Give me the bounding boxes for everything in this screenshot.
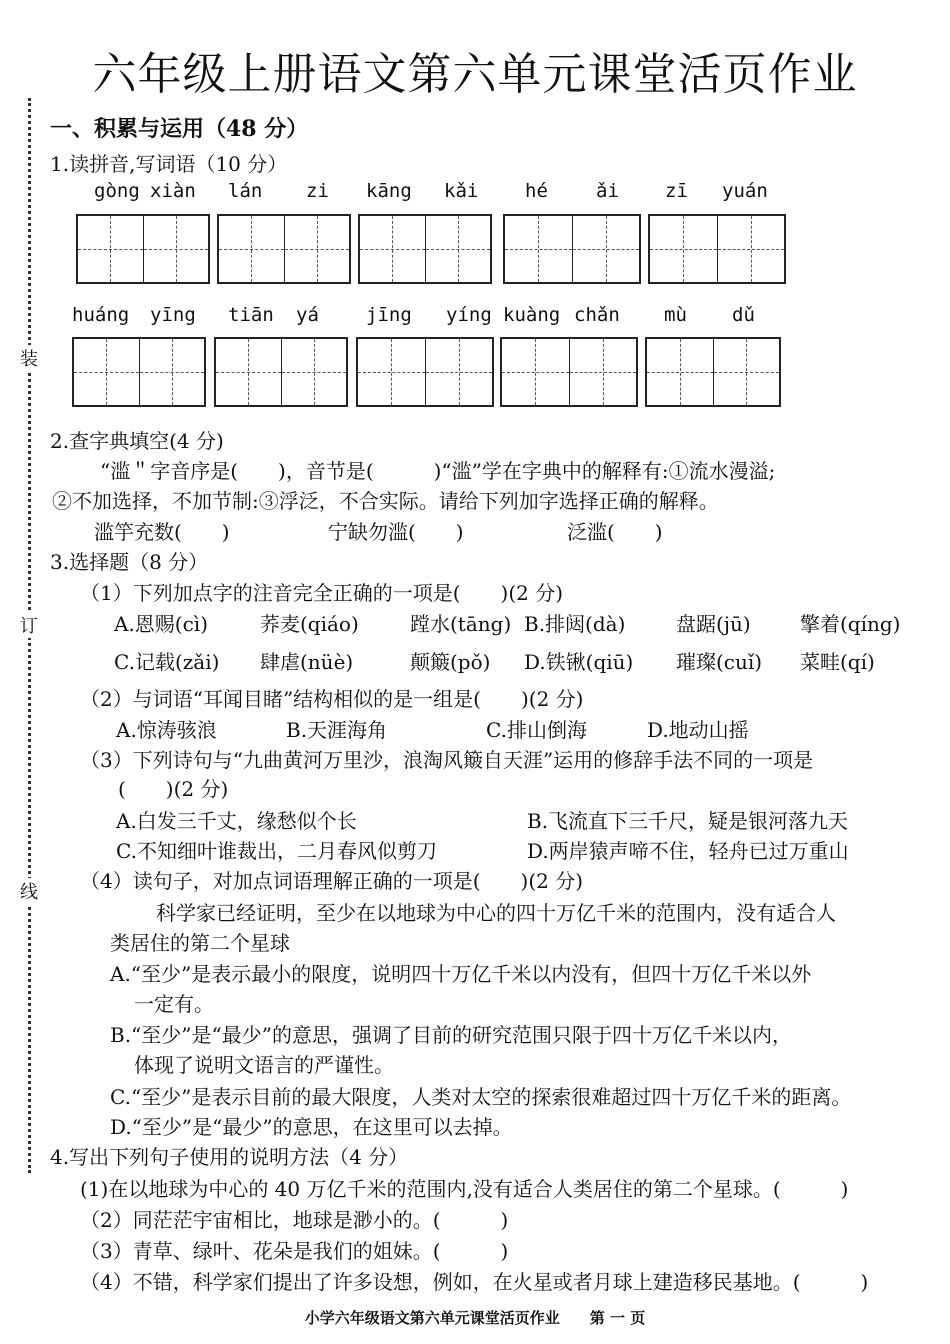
q3-option: 擎着(qíng) bbox=[800, 612, 901, 636]
q3-option: 菜畦(qí) bbox=[800, 650, 875, 674]
q4-item: （3）青草、绿叶、花朵是我们的姐妹。( ) bbox=[80, 1239, 509, 1263]
q4-item: （2）同茫茫宇宙相比，地球是渺小的。( ) bbox=[80, 1208, 509, 1232]
answer-box[interactable] bbox=[76, 214, 210, 284]
q3-option: C.记载(zǎi) bbox=[114, 650, 220, 674]
pinyin: zi bbox=[306, 180, 329, 202]
q3-option: D.地动山摇 bbox=[647, 718, 749, 742]
q4-item: （4）不错，科学家们提出了许多设想，例如，在火星或者月球上建造移民基地。( ) bbox=[80, 1270, 869, 1294]
q2-text-line1: “滥＂字音序是( )，音节是( )“滥”学在字典中的解释有:①流水漫溢; bbox=[100, 459, 776, 483]
q3-option: B.飞流直下三千尺，疑是银河落九天 bbox=[527, 809, 849, 833]
pinyin: yīng bbox=[150, 304, 196, 326]
pinyin: xiàn bbox=[150, 180, 196, 202]
q3-sub2: （2）与词语“耳闻目睹”结构相似的是一组是( )(2 分) bbox=[80, 687, 584, 711]
q3-passage: 类居住的第二个星球 bbox=[110, 931, 290, 955]
answer-box[interactable] bbox=[500, 337, 638, 407]
q4-item: (1)在以地球为中心的 40 万亿千米的范围内,没有适合人类居住的第二个星球。( ) bbox=[80, 1177, 849, 1201]
pinyin: yuán bbox=[722, 180, 768, 202]
q3-option: C.不知细叶谁裁出，二月春风似剪刀 bbox=[116, 839, 437, 863]
q1-heading: 1.读拼音,写词语（10 分） bbox=[50, 152, 288, 176]
q3-option: D.铁锹(qiū) bbox=[524, 650, 634, 674]
pinyin: yá bbox=[296, 304, 319, 326]
q3-option: 一定有。 bbox=[134, 992, 214, 1016]
q3-option: 颠簸(pǒ) bbox=[410, 650, 491, 674]
pinyin: zī bbox=[665, 180, 688, 202]
answer-box[interactable] bbox=[648, 214, 786, 284]
pinyin: ǎi bbox=[596, 180, 619, 202]
answer-box[interactable] bbox=[356, 337, 494, 407]
page-title: 六年级上册语文第六单元课堂活页作业 bbox=[92, 49, 858, 100]
q3-option: A.惊涛骇浪 bbox=[116, 718, 217, 742]
q3-option: 肆虐(nüè) bbox=[260, 650, 354, 674]
pinyin: chǎn bbox=[574, 304, 620, 326]
answer-box[interactable] bbox=[503, 214, 641, 284]
q3-sub1: （1）下列加点字的注音完全正确的一项是( )(2 分) bbox=[80, 581, 564, 605]
pinyin: mù bbox=[664, 304, 687, 326]
q3-option: C.排山倒海 bbox=[486, 718, 587, 742]
q3-option: A.恩赐(cì) bbox=[114, 612, 209, 636]
answer-box[interactable] bbox=[214, 337, 348, 407]
binding-char-zhuang: 装 bbox=[18, 345, 40, 371]
q3-option: 盘踞(jū) bbox=[676, 612, 751, 636]
q3-option: 璀璨(cuǐ) bbox=[676, 650, 763, 674]
q3-passage: 科学家已经证明，至少在以地球为中心的四十万亿千米的范围内，没有适合人 bbox=[156, 901, 836, 925]
q3-option: 体现了说明文语言的严谨性。 bbox=[134, 1053, 394, 1077]
q2-heading: 2.查字典填空(4 分) bbox=[50, 429, 224, 453]
binding-char-xian: 线 bbox=[18, 878, 40, 904]
pinyin: yíng bbox=[446, 304, 492, 326]
q3-sub3: （3）下列诗句与“九曲黄河万里沙，浪淘风簸自天涯”运用的修辞手法不同的一项是 bbox=[80, 748, 814, 772]
pinyin: kuàng bbox=[503, 304, 561, 326]
q2-item: 滥竽充数( ) bbox=[94, 520, 230, 544]
q3-sub4: （4）读句子，对加点词语理解正确的一项是( )(2 分) bbox=[80, 869, 584, 893]
answer-box[interactable] bbox=[645, 337, 781, 407]
q3-option: C.“至少”是表示目前的最大限度，人类对太空的探索很难超过四十万亿千米的距离。 bbox=[110, 1085, 852, 1109]
binding-char-ding: 订 bbox=[18, 612, 40, 638]
q3-option: 蹚水(tāng) bbox=[410, 612, 512, 636]
page-footer: 小学六年级语文第六单元课堂活页作业 第 一 页 bbox=[304, 1309, 646, 1327]
pinyin: kāng bbox=[366, 180, 412, 202]
q3-option: D.两岸猿声啼不住，轻舟已过万重山 bbox=[527, 839, 849, 863]
q3-option: A.“至少”是表示最小的限度，说明四十万亿千米以内没有，但四十万亿千米以外 bbox=[110, 962, 812, 986]
section-heading: 一、积累与运用（48 分） bbox=[50, 116, 309, 142]
pinyin: lán bbox=[228, 180, 263, 202]
q3-heading: 3.选择题（8 分） bbox=[50, 550, 209, 574]
answer-box[interactable] bbox=[72, 337, 206, 407]
pinyin: dǔ bbox=[732, 304, 755, 326]
q3-option: B.天涯海角 bbox=[286, 718, 388, 742]
pinyin: huáng bbox=[72, 304, 130, 326]
answer-box[interactable] bbox=[217, 214, 351, 284]
pinyin: hé bbox=[525, 180, 548, 202]
pinyin: tiān bbox=[228, 304, 274, 326]
q3-option: D.“至少”是“最少”的意思，在这里可以去掉。 bbox=[110, 1115, 513, 1139]
q2-text-line2: ②不加选择，不加节制:③浮泛，不合实际。请给下列加字选择正确的解释。 bbox=[52, 489, 719, 513]
q4-heading: 4.写出下列句子使用的说明方法（4 分） bbox=[50, 1145, 409, 1169]
pinyin: jīng bbox=[366, 304, 412, 326]
q2-item: 宁缺勿滥( ) bbox=[328, 520, 464, 544]
q3-sub3-cont: ( )(2 分) bbox=[118, 777, 229, 801]
q3-option: B.“至少”是“最少”的意思，强调了目前的研究范围只限于四十万亿千米以内， bbox=[110, 1023, 792, 1047]
q3-option: B.排闼(dà) bbox=[524, 612, 626, 636]
pinyin: kǎi bbox=[444, 180, 479, 202]
q2-item: 泛滥( ) bbox=[567, 520, 663, 544]
q3-option: 荞麦(qiáo) bbox=[260, 612, 359, 636]
answer-box[interactable] bbox=[358, 214, 492, 284]
q3-option: A.白发三千丈，缘愁似个长 bbox=[116, 809, 357, 833]
pinyin: gòng bbox=[94, 180, 140, 202]
